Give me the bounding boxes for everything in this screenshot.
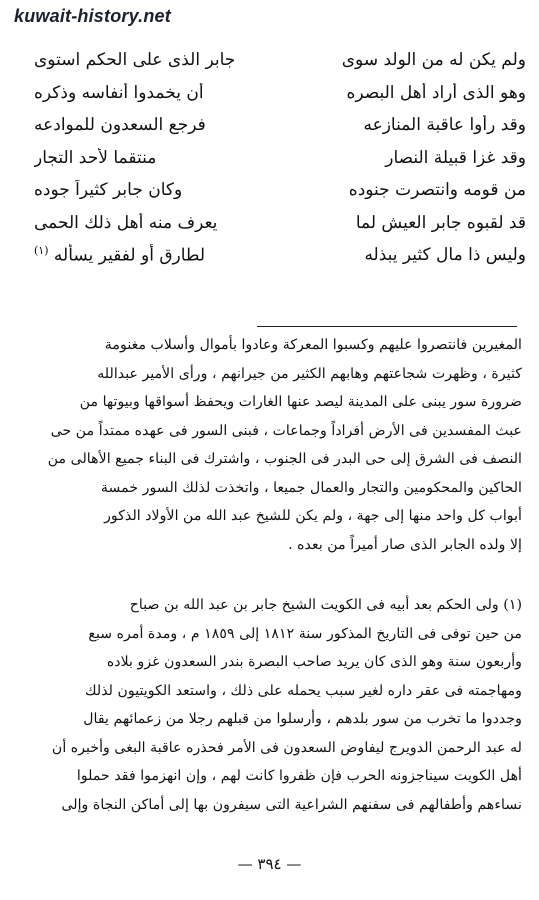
site-watermark: kuwait-history.net: [14, 6, 171, 26]
poem-first-hemistich: من قومه وانتصرت جنوده: [348, 180, 526, 201]
poem-second-hemistich: [34, 244, 266, 266]
poem-first-hemistich: وهو الذى أراد أهل البصره: [346, 82, 526, 103]
poem-verse: [34, 174, 526, 207]
text-line: أبواب كل واحد منها إلى جهة ، ولم يكن للشيخ عبد الله من الأولاد الذكور: [104, 508, 522, 524]
text-line: كثيرة ، وظهرت شجاعتهم وهابهم الكثير من جيرانهم ، ورأى الأمير عبدالله: [97, 365, 522, 382]
poem-verse: [34, 207, 526, 240]
text-line: ضرورة سور يبنى على المدينة ليصد عنها الغارات ويحفظ أسواقها وبيوتها من: [79, 394, 522, 410]
continuation-paragraph: [34, 331, 522, 559]
text-line: له عبد الرحمن الدويرج ليفاوض السعدون فى الأمر فحذره عاقبة البغى وأخبره أن: [51, 739, 522, 756]
poem-second-hemistich: فرجع السعدون للموادعه: [34, 115, 206, 136]
poem-verse: [34, 239, 526, 272]
text-line: الحاكين والمحكومين والتجار والعمال جميعا ، واتخذت لذلك السور خمسة: [100, 479, 522, 496]
poem-second-hemistich: أن يخمدوا أنفاسه وذكره: [34, 82, 204, 103]
poem-first-hemistich: ولم يكن له من الولد سوى: [341, 50, 526, 71]
text-line: وأربعون سنة وهو الذى كان يريد صاحب البصرة بندر السعدون غزو بلاده: [106, 654, 522, 670]
poem-verse: [34, 142, 526, 175]
poem-verse: [34, 109, 526, 142]
poem-second-hemistich-text: لطارق أو لفقير يسأله: [53, 246, 206, 267]
poem-second-hemistich: جابر الذى على الحكم استوى: [34, 50, 236, 71]
text-line: المغيرين فانتصروا عليهم وكسبوا المعركة وعادوا بأموال وأسلاب مغنومة: [104, 337, 522, 353]
poem-first-hemistich: وقد غزا قبيلة النصار: [385, 147, 526, 168]
text-line: إلا ولده الجابر الذى صار أميراً من بعده .: [288, 536, 522, 553]
text-line: أهل الكويت سيناجزونه الحرب فإن ظفروا كانت لهم ، وإن انهزموا فقد حملوا: [76, 768, 522, 784]
text-line: وجددوا ما تخرب من سور بلدهم ، وأرسلوا من قبلهم رجلا من زعمائهم يقال: [83, 711, 522, 727]
text-line: عبث المفسدين فى الأرض أفراداً وجماعات ، فبنى السور فى عهده ممتداً من حى: [50, 422, 522, 439]
poem-first-hemistich: قد لقبوه جابر العيش لما: [355, 212, 526, 233]
page-number: — ٣٩٤ —: [237, 855, 302, 873]
poem-first-hemistich: وقد رأوا عاقبة المنازعه: [363, 115, 526, 136]
poem-second-hemistich: منتقما لأحد التجار: [34, 147, 157, 168]
poem-first-hemistich: وليس ذا مال كثير يبذله: [364, 245, 526, 266]
text-line: ومهاجمته فى عقر داره لغير سبب يحمله على ذلك ، واستعد الكويتيون لذلك: [84, 682, 522, 699]
poem-second-hemistich: وكان جابر كثيراً جوده: [34, 180, 183, 201]
footnote-marker: (١): [34, 244, 49, 258]
text-line: نساءهم وأطفالهم فى سفنهم الشراعية التى سيفرون بها إلى أماكن النجاة وإلى: [61, 796, 522, 813]
poem-second-hemistich: يعرف منه أهل ذلك الحمى: [34, 212, 218, 233]
footnote-divider: [257, 326, 517, 327]
poem-verse: [34, 44, 526, 77]
poem-verse: [34, 77, 526, 110]
footnote-paragraph: [34, 591, 522, 819]
poem-block: [34, 44, 526, 272]
text-line: النصف فى الشرق إلى حى البدر فى الجنوب ، واشترك فى البناء جميع الأهالى من: [47, 451, 522, 467]
text-line: من حين توفى فى التاريخ المذكور سنة ١٨١٢ إلى ١٨٥٩ م ، ومدة أمره سبع: [88, 625, 522, 642]
text-line: (١) ولى الحكم بعد أبيه فى الكويت الشيخ جابر بن عبد الله بن صباح: [129, 597, 522, 613]
